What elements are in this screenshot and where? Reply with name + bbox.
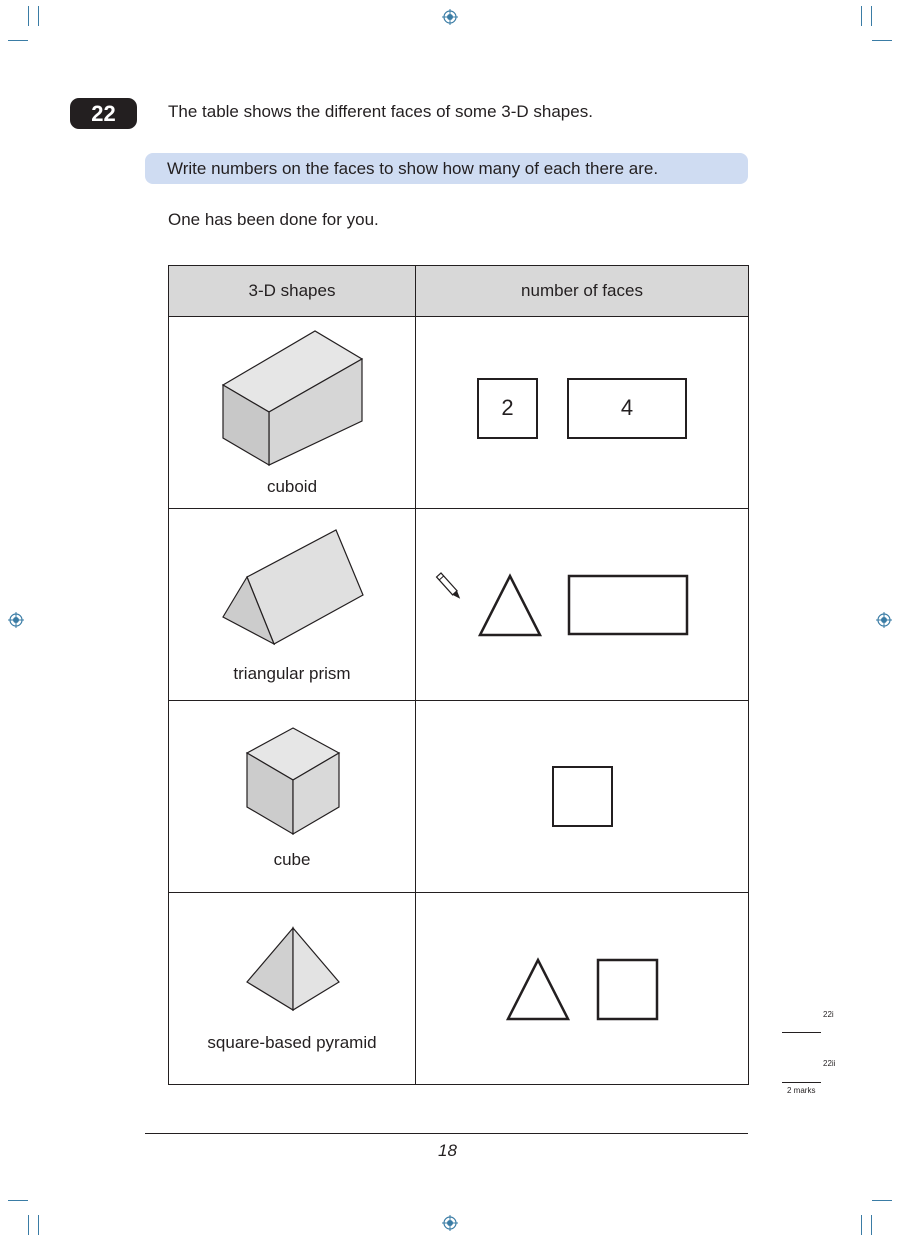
pyramid-drawing bbox=[169, 893, 415, 1084]
answer-box-square-face[interactable] bbox=[552, 766, 613, 827]
table-row bbox=[169, 509, 749, 701]
column-header-faces: number of faces bbox=[416, 266, 749, 317]
table-header-row bbox=[169, 266, 749, 317]
pyramid-answer-faces bbox=[416, 893, 748, 1084]
registration-mark-icon bbox=[876, 612, 892, 628]
example-note: One has been done for you. bbox=[168, 210, 379, 229]
question-number-badge: 22 bbox=[70, 98, 137, 129]
shape-name-cuboid: cuboid bbox=[266, 477, 318, 496]
triangle-face-answer[interactable] bbox=[508, 960, 568, 1019]
prism-answer-faces bbox=[416, 509, 748, 700]
registration-mark-icon bbox=[8, 612, 24, 628]
answer-box-rectangle-face: 4 bbox=[567, 378, 687, 439]
answer-box-square-face: 2 bbox=[477, 378, 538, 439]
shape-name-cube: cube bbox=[273, 850, 311, 869]
registration-mark-icon bbox=[442, 1215, 458, 1231]
crop-mark bbox=[871, 1215, 872, 1235]
crop-mark bbox=[872, 1200, 892, 1201]
question-intro: The table shows the different faces of some 3-D shapes. bbox=[168, 102, 593, 121]
table-row bbox=[169, 893, 749, 1085]
mark-line bbox=[782, 1082, 821, 1083]
table-row bbox=[169, 701, 749, 893]
marks-total: 2 marks bbox=[787, 1086, 816, 1095]
mark-line bbox=[782, 1032, 821, 1033]
rectangle-face-answer[interactable] bbox=[569, 576, 687, 634]
crop-mark bbox=[28, 1215, 29, 1235]
crop-mark bbox=[872, 40, 892, 41]
pencil-icon bbox=[437, 573, 463, 601]
footer-rule bbox=[145, 1133, 748, 1134]
square-face-answer[interactable] bbox=[598, 960, 657, 1019]
crop-mark bbox=[38, 1215, 39, 1235]
column-header-shapes: 3-D shapes bbox=[169, 266, 416, 317]
mark-label-22i: 22i bbox=[823, 1010, 834, 1019]
shape-name-square-based-pyramid: square-based pyramid bbox=[207, 1033, 377, 1052]
mark-label-22ii: 22ii bbox=[823, 1059, 836, 1068]
crop-mark bbox=[8, 40, 28, 41]
crop-mark bbox=[871, 6, 872, 26]
triangle-face-answer[interactable] bbox=[480, 576, 540, 635]
crop-mark bbox=[8, 1200, 28, 1201]
crop-mark bbox=[28, 6, 29, 26]
crop-mark bbox=[861, 1215, 862, 1235]
shape-name-triangular-prism: triangular prism bbox=[233, 664, 351, 683]
registration-mark-icon bbox=[442, 9, 458, 25]
crop-mark bbox=[861, 6, 862, 26]
page-number: 18 bbox=[438, 1141, 457, 1160]
faces-table bbox=[168, 265, 749, 1085]
question-instruction: Write numbers on the faces to show how many of each there are. bbox=[167, 159, 659, 178]
table-row bbox=[169, 317, 749, 509]
crop-mark bbox=[38, 6, 39, 26]
